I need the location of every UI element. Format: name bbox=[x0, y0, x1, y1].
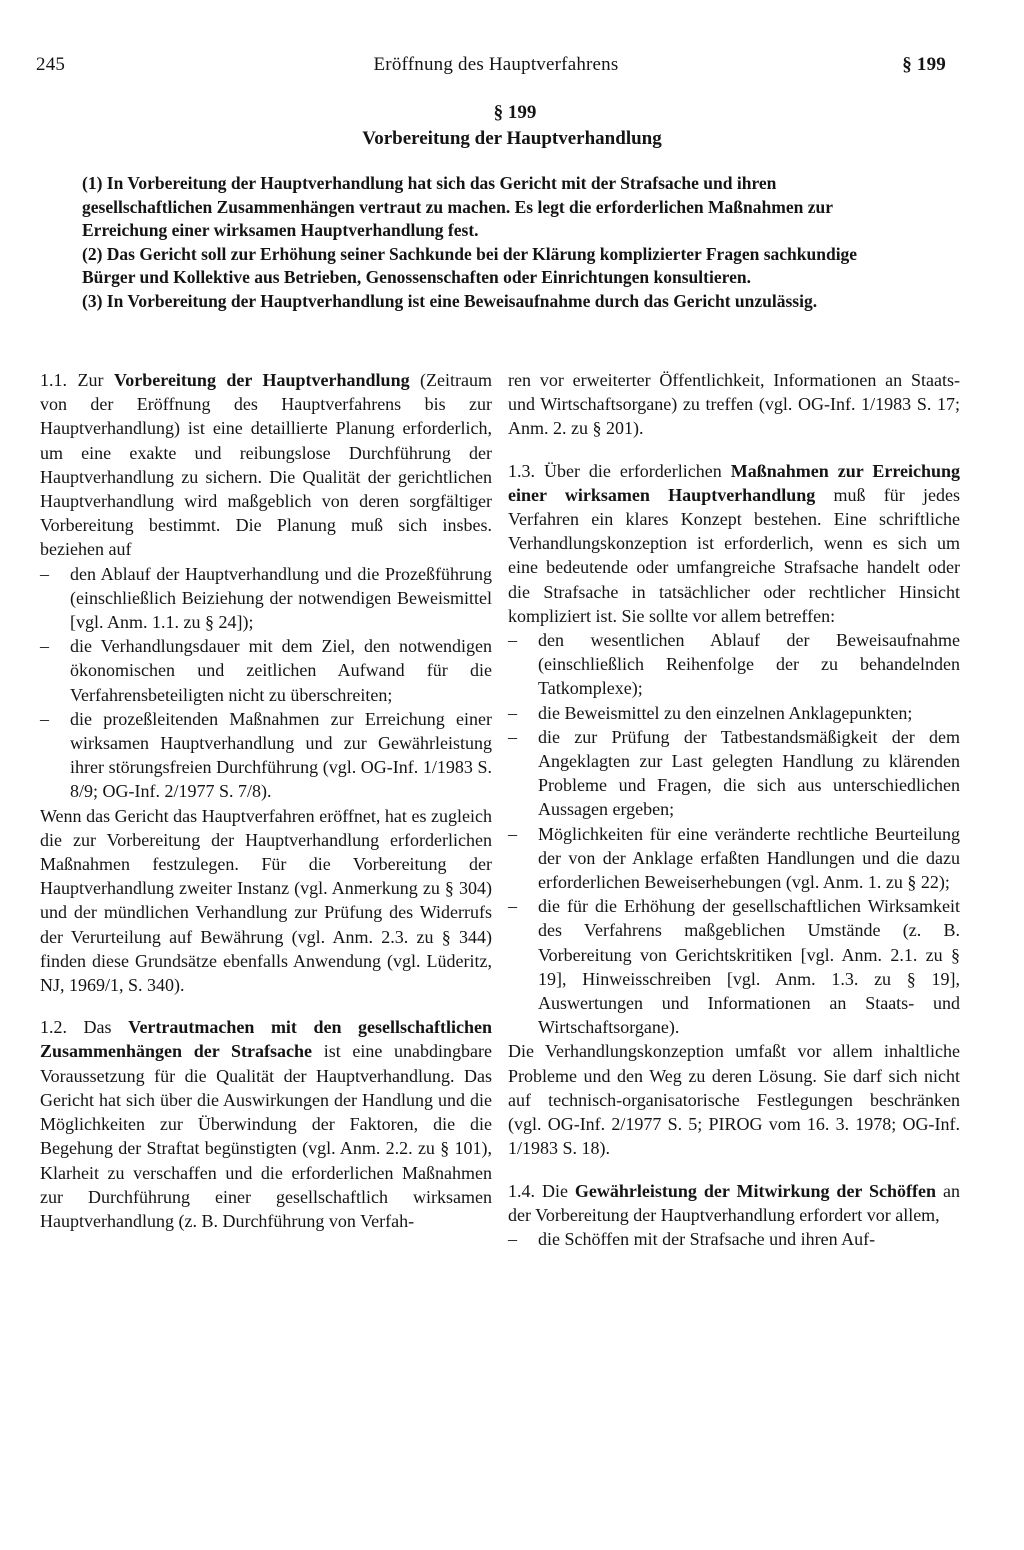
note-text: ist eine unabdingbare Voraussetzung für die Qualität der Hauptverhandlung. Das Gericht hat sich über die Auswirkungen der Handlung und die Möglichkeiten zur Überwindung der Faktoren, die die Begehung der Straftat begünstigten (vgl. Anm. 2.2. zu § 101), Klarheit zu verschaffen und die erforderlichen Maßnahmen zur Durchführung einer gesellschaftlich wirksamen Hauptverhandlung (z. B. Durchführung von Verfah- bbox=[40, 1041, 492, 1231]
list-item bbox=[40, 707, 492, 804]
commentary-right-column bbox=[508, 368, 960, 1251]
statute-paragraph-3: (3) In Vorbereitung der Hauptverhandlung ist eine Beweisaufnahme durch das Gericht unzulässig. bbox=[82, 290, 818, 311]
note-lead: Zur bbox=[77, 370, 104, 390]
note-1-4 bbox=[508, 1179, 960, 1227]
note-keyword: Gewährleistung der Mitwirkung der Schöffen bbox=[574, 1180, 937, 1201]
note-1-3-continuation: Die Verhandlungskonzeption umfaßt vor allem inhaltliche Probleme und den Weg zu deren Lösung. Sie darf sich nicht auf technisch-organisatorische Festlegungen beschränken (vgl. OG-Inf. 2/1977 S. 5; PIROG vom 16. 3. 1978; OG-Inf. 1/1983 S. 18). bbox=[508, 1041, 960, 1159]
commentary-left-column bbox=[40, 368, 492, 1233]
note-1-2-continuation: ren vor erweiterter Öffentlichkeit, Informationen an Staats- und Wirtschaftsorgane) zu treffen (vgl. OG-Inf. 1/1983 S. 17; Anm. 2. zu § 201). bbox=[508, 370, 960, 439]
list-item bbox=[508, 701, 960, 725]
list-item bbox=[508, 894, 960, 1039]
list-item bbox=[508, 1227, 960, 1251]
list-item bbox=[508, 822, 960, 895]
note-keyword: Maßnahmen zur Erreichung einer wirksamen Hauptverhandlung bbox=[508, 460, 960, 505]
dash-marker: – bbox=[40, 636, 49, 657]
statute-text bbox=[82, 172, 908, 314]
note-lead: Über die erforderlichen bbox=[543, 460, 722, 481]
note-text: an der Vorbereitung der Hauptverhandlung erfordert vor allem, bbox=[508, 1180, 960, 1225]
dash-marker: – bbox=[508, 726, 517, 747]
note-keyword: Vertrautmachen mit den gesellschaftlichen Zusammenhängen der Strafsache bbox=[40, 1017, 493, 1062]
note-text: muß für jedes Verfahren ein klares Konzept bestehen. Eine schriftliche Verhandlungskonzeption ist erforderlich, wenn es sich um eine bedeutende oder umfangreiche Strafsache handelt oder die Strafsache in tatsächlicher oder rechtlicher Hinsicht kompliziert ist. Sie sollte vor allem betreffen: bbox=[508, 484, 960, 626]
statute-paragraph-1: (1) In Vorbereitung der Hauptverhandlung hat sich das Gericht mit der Strafsache und ihren gesellschaftlichen Zusammenhängen vertraut zu machen. Es legt die erforderlichen Maßnahmen zur Erreichung einer wirksamen Hauptverhandlung fest. bbox=[82, 173, 833, 241]
statute-paragraph-2: (2) Das Gericht soll zur Erhöhung seiner Sachkunde bei der Klärung komplizierter Fragen sachkundige Bürger und Kollektive aus Betrieben, Genossenschaften oder Einrichtungen konsultieren. bbox=[82, 243, 858, 288]
dash-marker: – bbox=[508, 702, 517, 723]
running-title: Eröffnung des Hauptverfahrens bbox=[373, 54, 619, 75]
section-number: § 199 bbox=[493, 102, 537, 123]
list-item-text: die Beweismittel zu den einzelnen Anklagepunkten; bbox=[538, 702, 913, 723]
list-item-text: die zur Prüfung der Tatbestandsmäßigkeit der dem Angeklagten zur Last gelegten Handlung zu klärenden Probleme und Fragen, die sich aus unterschiedlichen Aussagen ergeben; bbox=[538, 726, 960, 820]
dash-marker: – bbox=[40, 563, 49, 584]
note-text: (Zeitraum von der Eröffnung des Hauptverfahrens bis zur Hauptverhandlung) ist eine detaillierte Planung erforderlich, um eine exakte und reibungslose Durchführung der Hauptverhandlung zu sichern. Die Qualität der gerichtlichen Hauptverhandlung wird maßgeblich von deren sorgfältiger Vorbereitung bestimmt. Die Planung muß sich insbes. beziehen auf bbox=[40, 370, 493, 560]
list-item bbox=[508, 628, 960, 701]
note-lead: Das bbox=[83, 1017, 112, 1038]
list-item-text: die Verhandlungsdauer mit dem Ziel, den notwendigen ökonomischen und zeitlichen Aufwand für die Verfahrensbeteiligten nicht zu überschreiten; bbox=[70, 636, 492, 705]
note-number: 1.1. bbox=[40, 370, 67, 390]
note-number: 1.4. bbox=[508, 1180, 535, 1201]
section-title: Vorbereitung der Hauptverhandlung bbox=[362, 128, 662, 149]
list-item-text: die für die Erhöhung der gesellschaftlichen Wirksamkeit des Verfahrens maßgeblichen Umstände (z. B. Vorbereitung von Gerichtskritiken [vgl. Anm. 2.1. zu § 19], Hinweisschreiben [vgl. Anm. 1.3. zu § 19], Auswertungen und Informationen an Staats- und Wirtschaftsorgane). bbox=[538, 896, 960, 1038]
list-item-text: die prozeßleitenden Maßnahmen zur Erreichung einer wirksamen Hauptverhandlung und zur Gewährleistung ihrer störungsfreien Durchführung (vgl. OG-Inf. 1/1983 S. 8/9; OG-Inf. 2/1977 S. 7/8). bbox=[70, 708, 492, 802]
note-keyword: Vorbereitung der Hauptverhandlung bbox=[113, 370, 410, 390]
section-heading bbox=[0, 100, 1024, 152]
dash-marker: – bbox=[508, 823, 517, 844]
list-item bbox=[40, 562, 492, 635]
section-reference: § 199 bbox=[902, 54, 946, 75]
note-1-2 bbox=[40, 1015, 492, 1233]
dash-marker: – bbox=[40, 708, 49, 729]
list-item-text: den Ablauf der Hauptverhandlung und die Prozeßführung (einschließlich Beiziehung der notwendigen Beweismittel [vgl. Anm. 1.1. zu § 24]); bbox=[70, 563, 492, 633]
page-number: 245 bbox=[36, 54, 66, 75]
dash-marker: – bbox=[508, 896, 517, 917]
list-item-text: Möglichkeiten für eine veränderte rechtliche Beurteilung der von der Anklage erfaßten Handlungen und die dazu erforderlichen Beweiserhebungen (vgl. Anm. 1. zu § 22); bbox=[538, 823, 960, 893]
note-1-1-continuation: Wenn das Gericht das Hauptverfahren eröffnet, hat es zugleich die zur Vorbereitung der Hauptverhandlung erforderlichen Maßnahmen festzulegen. Für die Vorbereitung der Hauptverhandlung zweiter Instanz (vgl. Anmerkung zu § 304) und der mündlichen Verhandlung zur Prüfung des Widerrufs der Verurteilung auf Bewährung (vgl. Anm. 2.3. zu § 344) finden diese Grundsätze ebenfalls Anwendung (vgl. Lüderitz, NJ, 1969/1, S. 340). bbox=[40, 805, 492, 996]
list-item bbox=[40, 634, 492, 707]
dash-marker: – bbox=[508, 630, 517, 651]
note-1-1 bbox=[40, 368, 492, 562]
list-item-text: die Schöffen mit der Strafsache und ihren Auf- bbox=[538, 1228, 876, 1249]
note-number: 1.3. bbox=[508, 460, 535, 481]
note-lead: Die bbox=[541, 1180, 568, 1201]
note-number: 1.2. bbox=[40, 1017, 67, 1038]
dash-marker: – bbox=[508, 1228, 517, 1249]
note-1-3 bbox=[508, 459, 960, 628]
running-header bbox=[36, 54, 946, 84]
list-item bbox=[508, 725, 960, 822]
list-item-text: den wesentlichen Ablauf der Beweisaufnahme (einschließlich Reihenfolge der zu behandelnden Tatkomplexe); bbox=[538, 630, 960, 699]
